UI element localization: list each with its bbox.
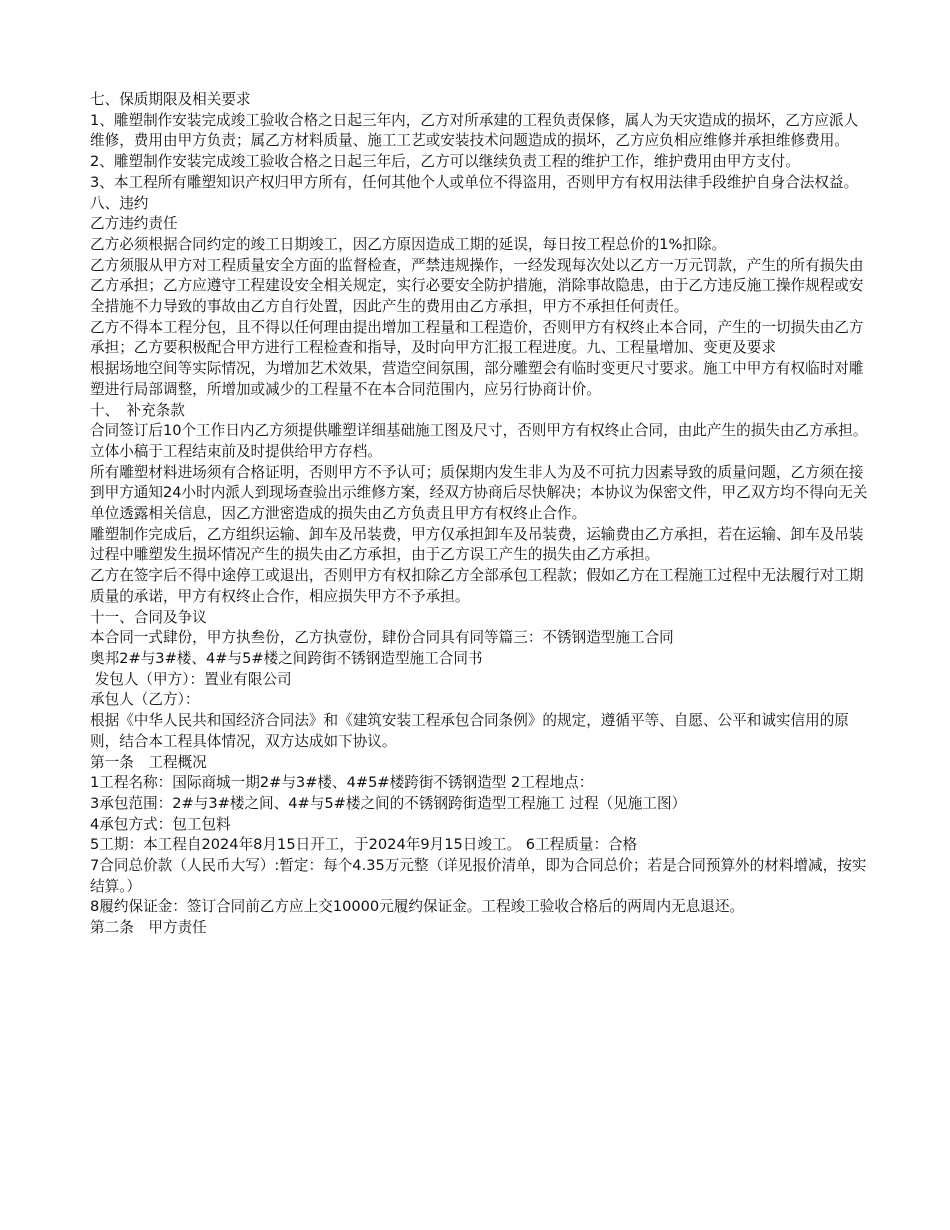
article-1-heading: 第一条 工程概况 xyxy=(90,753,207,771)
breach-safety-clause: 乙方须服从甲方对工程质量安全方面的监督检查，严禁违规操作，一经发现每次处以乙方一万元罚款，产生的所有损失由乙方承担；乙方应遵守工程建设安全相关规定，实行必要安全防护措施，消除事故隐患，由于乙方违反施工操作规程或安全措施不力导致的事故由乙方自行处置，因此产生的费用由乙方承担，甲方不承担任何责任。 xyxy=(90,256,864,316)
warranty-clause-1: 1、雕塑制作安装完成竣工验收合格之日起三年内，乙方对所承建的工程负责保修，属人为天灾造成的损坏，乙方应派人维修，费用由甲方负责；属乙方材料质量、施工工艺或安装技术问题造成的损坏，乙方应负相应维修并承担维修费用。 xyxy=(90,111,859,150)
schedule-line: 5工期：本工程自2024年8月15日开工，于2024年9月15日竣工。 6工程质量：合格 xyxy=(90,836,638,854)
supplementary-drawings-clause: 合同签订后10个工作日内乙方须提供雕塑详细基础施工图及尺寸，否则甲方有权终止合同，由此产生的损失由乙方承担。 立体小稿于工程结束前及时提供给甲方存档。 xyxy=(90,422,875,460)
section-heading-breach: 八、违约 xyxy=(90,194,149,212)
supplementary-withdrawal-clause: 乙方在签字后不得中途停工或退出，否则甲方有权扣除乙方全部承包工程款；假如乙方在工程施工过程中无法履行对工期质量的承诺，甲方有权终止合作，相应损失甲方不予承担。 xyxy=(90,567,864,605)
breach-subcontract-clause: 乙方不得本工程分包，且不得以任何理由提出增加工程量和工程造价，否则甲方有权终止本合同，产生的一切损失由乙方承担；乙方要积极配合甲方进行工程检查和指导，及时向甲方汇报工程进度。九、工程量增加、变更及要求 xyxy=(90,318,864,357)
copies-clause: 本合同一式肆份，甲方执叁份，乙方执壹份，肆份合同具有同等篇三：不锈钢造型施工合同 xyxy=(90,629,674,647)
warranty-clause-3: 3、本工程所有雕塑知识产权归甲方所有，任何其他个人或单位不得盗用，否则甲方有权用法律手段维护自身合法权益。 xyxy=(90,173,859,191)
preamble-paragraph: 根据《中华人民共和国经济合同法》和《建筑安装工程承包合同条例》的规定，遵循平等、自愿、公平和诚实信用的原则，结合本工程具体情况，双方达成如下协议。 xyxy=(90,712,849,750)
supplementary-transport-clause: 雕塑制作完成后，乙方组织运输、卸车及吊装费，甲方仅承担卸车及吊装费，运输费由乙方承担，若在运输、卸车及吊装过程中雕塑发生损坏情况产生的损失由乙方承担，由于乙方误工产生的损失由乙方承担。 xyxy=(90,525,864,564)
breach-delay-clause: 乙方必须根据合同约定的竣工日期竣工，因乙方原因造成工期的延误，每日按工程总价的1%扣除。 xyxy=(90,235,727,253)
performance-bond-line: 8履约保证金：签订合同前乙方应上交10000元履约保证金。工程竣工验收合格后的两周内无息退还。 xyxy=(90,898,745,916)
contract-title: 奥邦2#与3#楼、4#与5#楼之间跨街不锈钢造型施工合同书 xyxy=(90,649,483,667)
supplementary-materials-clause: 所有雕塑材料进场须有合格证明，否则甲方不予认可；质保期内发生非人为及不可抗力因素导致的质量问题，乙方须在接到甲方通知24小时内派人到现场查验出示维修方案，经双方协商后尽快解决；本协议为保密文件，甲乙双方均不得向无关单位透露相关信息，因乙方泄密造成的损失由乙方负责且甲方有权终止合作。 xyxy=(90,463,868,523)
section-heading-warranty: 七、保质期限及相关要求 xyxy=(90,91,251,108)
contract-mode-line: 4承包方式：包工包料 xyxy=(90,815,231,833)
section-heading-disputes: 十一、合同及争议 xyxy=(90,608,207,626)
party-b-line: 承包人（乙方）： xyxy=(90,691,200,709)
change-requirements-clause: 根据场地空间等实际情况，为增加艺术效果，营造空间氛围，部分雕塑会有临时变更尺寸要求。施工中甲方有权临时对雕塑进行局部调整，所增加或减少的工程量不在本合同范围内，应另行协商计价。 xyxy=(90,360,864,398)
project-name-line: 1工程名称：国际商城一期2#与3#楼、4#5#楼跨街不锈钢造型 2工程地点： xyxy=(90,774,594,792)
article-2-heading: 第二条 甲方责任 xyxy=(90,919,207,937)
section-heading-supplementary: 十、 补充条款 xyxy=(90,401,185,419)
party-a-line: 发包人（甲方）：置业有限公司 xyxy=(90,670,292,688)
project-scope-line: 3承包范围：2#与3#楼之间、4#与5#楼之间的不锈钢跨街造型工程施工 过程（见施工图） xyxy=(90,794,687,812)
warranty-clause-2: 2、雕塑制作安装完成竣工验收合格之日起三年后，乙方可以继续负责工程的维护工作，维护费用由甲方支付。 xyxy=(90,153,800,171)
subheading-party-b-liability: 乙方违约责任 xyxy=(90,215,178,233)
contract-price-line: 7合同总价款（人民币大写）:暂定：每个4.35万元整（详见报价清单，即为合同总价；若是合同预算外的材料增减，按实结算。） xyxy=(90,857,867,895)
